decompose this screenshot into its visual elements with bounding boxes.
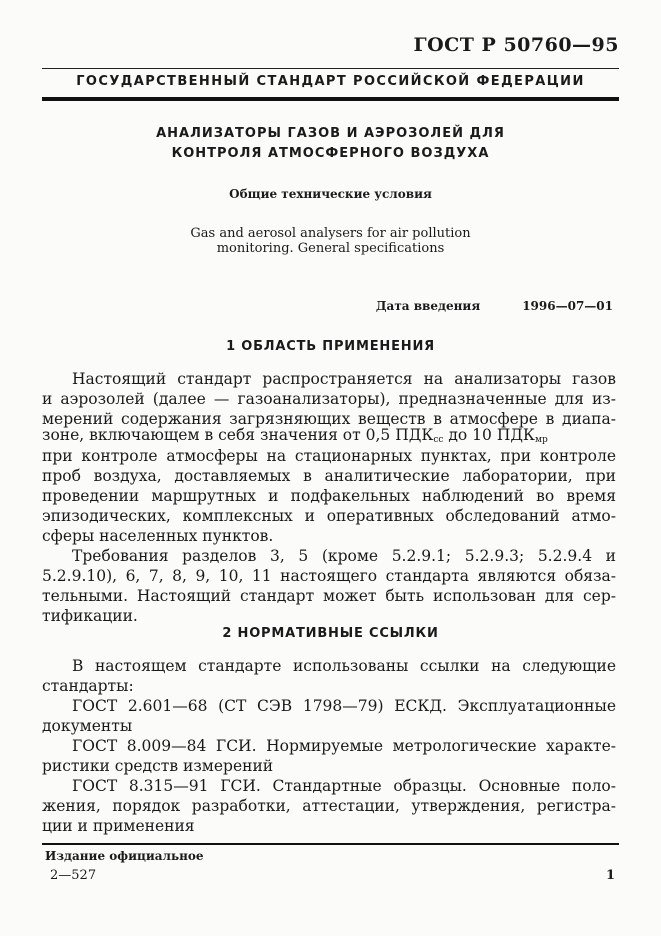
document-title-line-1: АНАЛИЗАТОРЫ ГАЗОВ И АЭРОЗОЛЕЙ ДЛЯ <box>156 126 505 141</box>
standard-number: ГОСТ Р 50760—95 <box>413 34 619 56</box>
section-1-line: 5.2.9.10), 6, 7, 8, 9, 10, 11 настоящего стандарта являются обяза- <box>42 567 616 585</box>
reference-gost-8-315: ГОСТ 8.315—91 ГСИ. Стандартные образцы. Основные поло- <box>72 777 616 795</box>
print-code: 2—527 <box>50 868 97 883</box>
section-1-line: при контроле атмосферы на стационарных пунктах, при контроле <box>42 447 616 465</box>
effective-date <box>376 299 613 313</box>
publication-note: Издание официальное <box>45 849 204 863</box>
section-1-line: Настоящий стандарт распространяется на анализаторы газов <box>72 370 616 388</box>
section-1-line: эпизодических, комплексных и оперативных обследований атмо- <box>42 507 616 525</box>
effective-date-label: Дата введения <box>375 299 481 313</box>
section-1-line: проб воздуха, доставляемых в аналитические лаборатории, при <box>42 467 616 485</box>
section-2-line: ции и применения <box>42 817 195 835</box>
subscript-ss: сс <box>433 435 444 445</box>
section-1-line-text: зоне, включающем в себя значения от 0,5 ПДК <box>42 426 434 444</box>
section-2-line: ристики средств измерений <box>42 757 274 775</box>
reference-gost-2-601: ГОСТ 2.601—68 (СТ СЭВ 1798—79) ЕСКД. Эксплуатационные <box>72 697 616 715</box>
english-title-line-2: monitoring. General specifications <box>216 241 445 256</box>
subscript-mr: мр <box>534 435 548 445</box>
section-2-line: стандарты: <box>42 677 134 695</box>
section-1-line: сферы населенных пунктов. <box>42 527 274 545</box>
state-standard-heading: ГОСУДАРСТВЕННЫЙ СТАНДАРТ РОССИЙСКОЙ ФЕДЕРАЦИИ <box>76 74 585 89</box>
section-1-line: Требования разделов 3, 5 (кроме 5.2.9.1; 5.2.9.3; 5.2.9.4 и <box>72 547 616 565</box>
section-2-heading: 2 НОРМАТИВНЫЕ ССЫЛКИ <box>222 626 439 641</box>
page-number: 1 <box>606 868 616 883</box>
document-title-line-2: КОНТРОЛЯ АТМОСФЕРНОГО ВОЗДУХА <box>171 146 490 161</box>
english-title-line-1: Gas and aerosol analysers for air pollution <box>190 226 471 241</box>
bottom-divider <box>42 843 619 845</box>
section-1-line-text: до 10 ПДК <box>443 426 535 444</box>
top-divider-thin <box>42 68 619 69</box>
section-1-line: проведении маршрутных и подфакельных наблюдений во время <box>42 487 616 505</box>
effective-date-value: 1996—07—01 <box>522 299 613 313</box>
section-2-line: жения, порядок разработки, аттестации, утверждения, регистра- <box>42 797 616 815</box>
document-subtitle: Общие технические условия <box>229 187 432 201</box>
section-1-line: тельными. Настоящий стандарт может быть использован для сер- <box>42 587 616 605</box>
section-2-line: В настоящем стандарте использованы ссылки на следующие <box>72 657 616 675</box>
section-1-line: мерений содержания загрязняющих веществ в атмосфере в диапа- <box>42 410 616 428</box>
section-1-line: и аэрозолей (далее — газоанализаторы), предназначенные для из- <box>42 390 616 408</box>
top-divider-thick <box>42 97 619 101</box>
reference-gost-8-009: ГОСТ 8.009—84 ГСИ. Нормируемые метрологические характе- <box>72 737 616 755</box>
section-1-line: тификации. <box>42 607 138 625</box>
section-1-heading: 1 ОБЛАСТЬ ПРИМЕНЕНИЯ <box>226 339 435 354</box>
section-2-line: документы <box>42 717 133 735</box>
